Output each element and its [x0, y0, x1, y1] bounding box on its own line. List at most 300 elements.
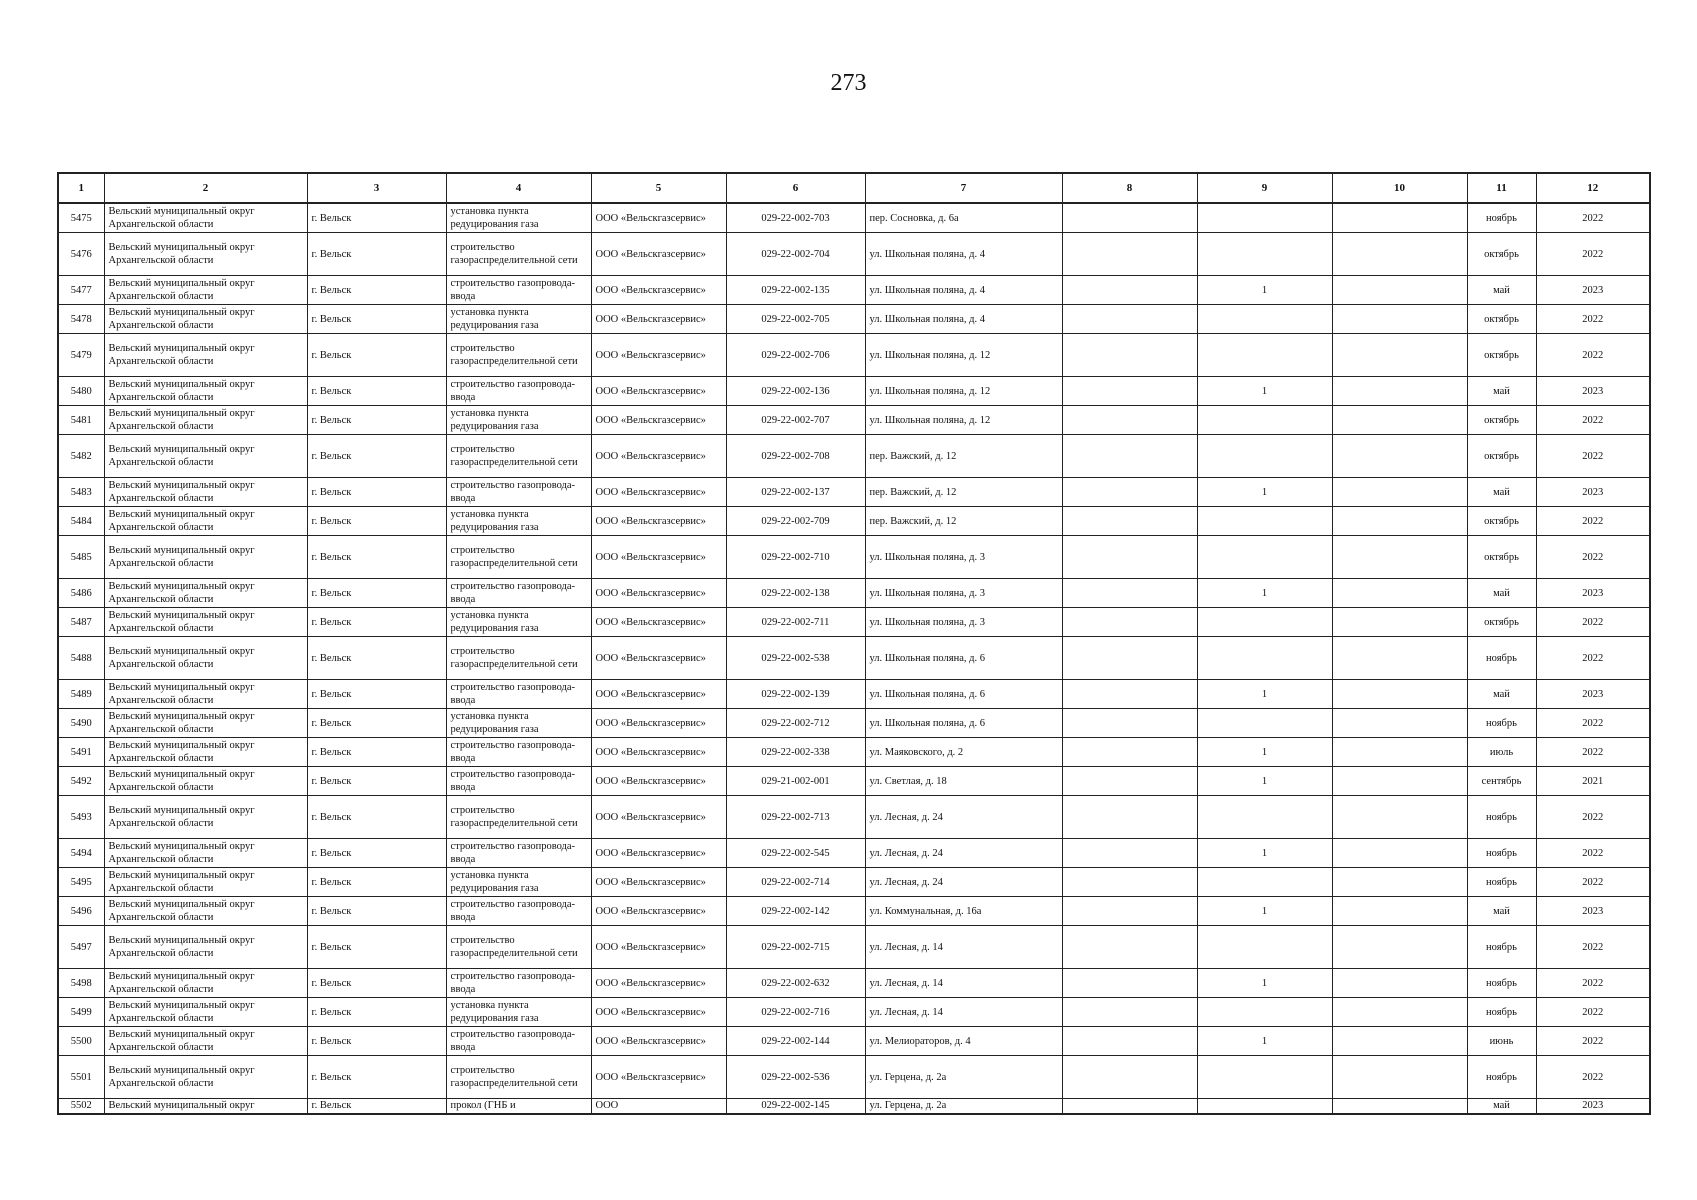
col-8-cell — [1062, 478, 1197, 507]
reg-number-cell: 029-22-002-137 — [726, 478, 865, 507]
col-9-count-cell: 1 — [1197, 738, 1332, 767]
municipality-cell: Вельский муниципальный округ Архангельской области — [104, 637, 307, 680]
row-number-cell: 5482 — [58, 435, 104, 478]
settlement-cell: г. Вельск — [307, 680, 446, 709]
table-row — [58, 579, 1650, 608]
work-type-cell: установка пункта редуцирования газа — [446, 203, 591, 233]
col-10-cell — [1332, 334, 1467, 377]
municipality-cell: Вельский муниципальный округ Архангельской области — [104, 406, 307, 435]
work-type-cell: установка пункта редуцирования газа — [446, 998, 591, 1027]
col-10-cell — [1332, 680, 1467, 709]
settlement-cell: г. Вельск — [307, 579, 446, 608]
col-8-cell — [1062, 738, 1197, 767]
address-cell: ул. Школьная поляна, д. 12 — [865, 377, 1062, 406]
month-cell: октябрь — [1467, 305, 1536, 334]
row-number-cell: 5484 — [58, 507, 104, 536]
settlement-cell: г. Вельск — [307, 709, 446, 738]
col-8-cell — [1062, 507, 1197, 536]
work-type-cell: установка пункта редуцирования газа — [446, 406, 591, 435]
col-8-cell — [1062, 406, 1197, 435]
col-8-cell — [1062, 926, 1197, 969]
row-number-cell: 5494 — [58, 839, 104, 868]
table-row — [58, 233, 1650, 276]
address-cell: ул. Лесная, д. 24 — [865, 839, 1062, 868]
col-9-count-cell — [1197, 709, 1332, 738]
year-cell: 2022 — [1536, 998, 1650, 1027]
work-type-cell: строительство газопровода-ввода — [446, 839, 591, 868]
work-type-cell: строительство газопровода-ввода — [446, 969, 591, 998]
month-cell: октябрь — [1467, 233, 1536, 276]
table-row — [58, 305, 1650, 334]
col-10-cell — [1332, 406, 1467, 435]
month-cell: сентябрь — [1467, 767, 1536, 796]
table-row — [58, 1027, 1650, 1056]
organization-cell: ООО «Вельскгазсервис» — [591, 608, 726, 637]
col-9-count-cell — [1197, 203, 1332, 233]
col-10-cell — [1332, 579, 1467, 608]
table-row — [58, 767, 1650, 796]
organization-cell: ООО «Вельскгазсервис» — [591, 536, 726, 579]
row-number-cell: 5479 — [58, 334, 104, 377]
col-8-cell — [1062, 1027, 1197, 1056]
col-8-cell — [1062, 1099, 1197, 1115]
address-cell: ул. Школьная поляна, д. 6 — [865, 709, 1062, 738]
table-row — [58, 969, 1650, 998]
col-header: 4 — [446, 173, 591, 203]
year-cell: 2022 — [1536, 536, 1650, 579]
row-number-cell: 5490 — [58, 709, 104, 738]
address-cell: ул. Школьная поляна, д. 3 — [865, 608, 1062, 637]
address-cell: ул. Герцена, д. 2а — [865, 1056, 1062, 1099]
month-cell: ноябрь — [1467, 969, 1536, 998]
register-table — [57, 172, 1651, 1115]
settlement-cell: г. Вельск — [307, 738, 446, 767]
row-number-cell: 5488 — [58, 637, 104, 680]
col-8-cell — [1062, 233, 1197, 276]
settlement-cell: г. Вельск — [307, 926, 446, 969]
col-10-cell — [1332, 478, 1467, 507]
municipality-cell: Вельский муниципальный округ Архангельской области — [104, 203, 307, 233]
row-number-cell: 5492 — [58, 767, 104, 796]
reg-number-cell: 029-22-002-135 — [726, 276, 865, 305]
col-9-count-cell — [1197, 406, 1332, 435]
address-cell: ул. Лесная, д. 24 — [865, 868, 1062, 897]
col-10-cell — [1332, 796, 1467, 839]
organization-cell: ООО «Вельскгазсервис» — [591, 767, 726, 796]
row-number-cell: 5485 — [58, 536, 104, 579]
work-type-cell: строительство газораспределительной сети — [446, 796, 591, 839]
reg-number-cell: 029-22-002-705 — [726, 305, 865, 334]
row-number-cell: 5478 — [58, 305, 104, 334]
work-type-cell: установка пункта редуцирования газа — [446, 868, 591, 897]
year-cell: 2022 — [1536, 738, 1650, 767]
reg-number-cell: 029-22-002-632 — [726, 969, 865, 998]
reg-number-cell: 029-22-002-138 — [726, 579, 865, 608]
table-row — [58, 637, 1650, 680]
col-9-count-cell — [1197, 637, 1332, 680]
address-cell: ул. Лесная, д. 14 — [865, 998, 1062, 1027]
year-cell: 2023 — [1536, 1099, 1650, 1115]
year-cell: 2023 — [1536, 478, 1650, 507]
municipality-cell: Вельский муниципальный округ Архангельской области — [104, 608, 307, 637]
col-9-count-cell: 1 — [1197, 1027, 1332, 1056]
col-10-cell — [1332, 608, 1467, 637]
col-9-count-cell: 1 — [1197, 897, 1332, 926]
table-row — [58, 435, 1650, 478]
month-cell: ноябрь — [1467, 637, 1536, 680]
organization-cell: ООО «Вельскгазсервис» — [591, 839, 726, 868]
table-row — [58, 796, 1650, 839]
organization-cell: ООО «Вельскгазсервис» — [591, 203, 726, 233]
table-row — [58, 334, 1650, 377]
work-type-cell: строительство газопровода-ввода — [446, 897, 591, 926]
municipality-cell: Вельский муниципальный округ Архангельской области — [104, 897, 307, 926]
month-cell: май — [1467, 897, 1536, 926]
col-8-cell — [1062, 998, 1197, 1027]
col-9-count-cell — [1197, 1056, 1332, 1099]
col-8-cell — [1062, 435, 1197, 478]
table-body — [58, 203, 1650, 1114]
row-number-cell: 5495 — [58, 868, 104, 897]
address-cell: ул. Школьная поляна, д. 6 — [865, 637, 1062, 680]
reg-number-cell: 029-22-002-136 — [726, 377, 865, 406]
row-number-cell: 5477 — [58, 276, 104, 305]
col-9-count-cell — [1197, 305, 1332, 334]
reg-number-cell: 029-22-002-545 — [726, 839, 865, 868]
col-9-count-cell: 1 — [1197, 276, 1332, 305]
year-cell: 2022 — [1536, 868, 1650, 897]
col-8-cell — [1062, 637, 1197, 680]
address-cell: ул. Герцена, д. 2а — [865, 1099, 1062, 1115]
col-8-cell — [1062, 839, 1197, 868]
month-cell: май — [1467, 478, 1536, 507]
reg-number-cell: 029-22-002-712 — [726, 709, 865, 738]
organization-cell: ООО «Вельскгазсервис» — [591, 868, 726, 897]
work-type-cell: строительство газораспределительной сети — [446, 334, 591, 377]
year-cell: 2022 — [1536, 796, 1650, 839]
col-header: 12 — [1536, 173, 1650, 203]
reg-number-cell: 029-22-002-538 — [726, 637, 865, 680]
col-10-cell — [1332, 435, 1467, 478]
year-cell: 2022 — [1536, 406, 1650, 435]
col-10-cell — [1332, 897, 1467, 926]
col-10-cell — [1332, 507, 1467, 536]
reg-number-cell: 029-22-002-144 — [726, 1027, 865, 1056]
reg-number-cell: 029-22-002-703 — [726, 203, 865, 233]
col-header: 6 — [726, 173, 865, 203]
organization-cell: ООО «Вельскгазсервис» — [591, 998, 726, 1027]
month-cell: октябрь — [1467, 435, 1536, 478]
work-type-cell: строительство газопровода-ввода — [446, 276, 591, 305]
address-cell: ул. Школьная поляна, д. 4 — [865, 233, 1062, 276]
address-cell: пер. Сосновка, д. 6а — [865, 203, 1062, 233]
reg-number-cell: 029-22-002-139 — [726, 680, 865, 709]
row-number-cell: 5475 — [58, 203, 104, 233]
municipality-cell: Вельский муниципальный округ Архангельской области — [104, 478, 307, 507]
month-cell: октябрь — [1467, 536, 1536, 579]
col-8-cell — [1062, 796, 1197, 839]
year-cell: 2022 — [1536, 926, 1650, 969]
col-8-cell — [1062, 709, 1197, 738]
col-9-count-cell: 1 — [1197, 579, 1332, 608]
year-cell: 2022 — [1536, 1027, 1650, 1056]
row-number-cell: 5502 — [58, 1099, 104, 1115]
col-10-cell — [1332, 709, 1467, 738]
row-number-cell: 5480 — [58, 377, 104, 406]
col-10-cell — [1332, 969, 1467, 998]
settlement-cell: г. Вельск — [307, 637, 446, 680]
col-header: 8 — [1062, 173, 1197, 203]
address-cell: пер. Важский, д. 12 — [865, 435, 1062, 478]
settlement-cell: г. Вельск — [307, 478, 446, 507]
municipality-cell: Вельский муниципальный округ Архангельской области — [104, 377, 307, 406]
month-cell: май — [1467, 579, 1536, 608]
settlement-cell: г. Вельск — [307, 406, 446, 435]
municipality-cell: Вельский муниципальный округ Архангельской области — [104, 868, 307, 897]
month-cell: май — [1467, 276, 1536, 305]
month-cell: май — [1467, 377, 1536, 406]
col-9-count-cell — [1197, 998, 1332, 1027]
reg-number-cell: 029-22-002-710 — [726, 536, 865, 579]
year-cell: 2022 — [1536, 203, 1650, 233]
row-number-cell: 5493 — [58, 796, 104, 839]
year-cell: 2022 — [1536, 969, 1650, 998]
work-type-cell: прокол (ГНБ и — [446, 1099, 591, 1115]
col-9-count-cell: 1 — [1197, 839, 1332, 868]
table-row — [58, 709, 1650, 738]
row-number-cell: 5500 — [58, 1027, 104, 1056]
col-header: 11 — [1467, 173, 1536, 203]
settlement-cell: г. Вельск — [307, 435, 446, 478]
month-cell: ноябрь — [1467, 203, 1536, 233]
municipality-cell: Вельский муниципальный округ Архангельской области — [104, 536, 307, 579]
organization-cell: ООО «Вельскгазсервис» — [591, 637, 726, 680]
year-cell: 2023 — [1536, 377, 1650, 406]
col-10-cell — [1332, 767, 1467, 796]
organization-cell: ООО «Вельскгазсервис» — [591, 435, 726, 478]
settlement-cell: г. Вельск — [307, 377, 446, 406]
reg-number-cell: 029-22-002-706 — [726, 334, 865, 377]
address-cell: ул. Лесная, д. 24 — [865, 796, 1062, 839]
col-9-count-cell — [1197, 868, 1332, 897]
address-cell: ул. Светлая, д. 18 — [865, 767, 1062, 796]
table-row — [58, 203, 1650, 233]
col-9-count-cell: 1 — [1197, 767, 1332, 796]
municipality-cell: Вельский муниципальный округ Архангельской области — [104, 435, 307, 478]
month-cell: октябрь — [1467, 334, 1536, 377]
reg-number-cell: 029-22-002-715 — [726, 926, 865, 969]
col-8-cell — [1062, 579, 1197, 608]
col-10-cell — [1332, 536, 1467, 579]
settlement-cell: г. Вельск — [307, 507, 446, 536]
municipality-cell: Вельский муниципальный округ Архангельской области — [104, 767, 307, 796]
col-10-cell — [1332, 203, 1467, 233]
col-10-cell — [1332, 868, 1467, 897]
row-number-cell: 5498 — [58, 969, 104, 998]
table-row — [58, 839, 1650, 868]
work-type-cell: строительство газораспределительной сети — [446, 637, 591, 680]
work-type-cell: строительство газопровода-ввода — [446, 1027, 591, 1056]
address-cell: ул. Школьная поляна, д. 12 — [865, 334, 1062, 377]
reg-number-cell: 029-21-002-001 — [726, 767, 865, 796]
table-row — [58, 680, 1650, 709]
year-cell: 2022 — [1536, 839, 1650, 868]
work-type-cell: строительство газораспределительной сети — [446, 435, 591, 478]
settlement-cell: г. Вельск — [307, 233, 446, 276]
address-cell: пер. Важский, д. 12 — [865, 478, 1062, 507]
address-cell: ул. Лесная, д. 14 — [865, 926, 1062, 969]
col-10-cell — [1332, 926, 1467, 969]
col-10-cell — [1332, 738, 1467, 767]
table-row — [58, 608, 1650, 637]
settlement-cell: г. Вельск — [307, 1027, 446, 1056]
row-number-cell: 5476 — [58, 233, 104, 276]
row-number-cell: 5489 — [58, 680, 104, 709]
work-type-cell: строительство газопровода-ввода — [446, 738, 591, 767]
organization-cell: ООО «Вельскгазсервис» — [591, 897, 726, 926]
col-9-count-cell — [1197, 233, 1332, 276]
year-cell: 2022 — [1536, 709, 1650, 738]
work-type-cell: установка пункта редуцирования газа — [446, 608, 591, 637]
work-type-cell: строительство газораспределительной сети — [446, 1056, 591, 1099]
table-row — [58, 897, 1650, 926]
col-header: 9 — [1197, 173, 1332, 203]
year-cell: 2023 — [1536, 276, 1650, 305]
address-cell: ул. Коммунальная, д. 16а — [865, 897, 1062, 926]
address-cell: ул. Школьная поляна, д. 4 — [865, 305, 1062, 334]
col-9-count-cell — [1197, 334, 1332, 377]
year-cell: 2022 — [1536, 305, 1650, 334]
row-number-cell: 5486 — [58, 579, 104, 608]
settlement-cell: г. Вельск — [307, 897, 446, 926]
organization-cell: ООО «Вельскгазсервис» — [591, 579, 726, 608]
year-cell: 2021 — [1536, 767, 1650, 796]
month-cell: ноябрь — [1467, 839, 1536, 868]
month-cell: ноябрь — [1467, 796, 1536, 839]
address-cell: ул. Школьная поляна, д. 4 — [865, 276, 1062, 305]
col-8-cell — [1062, 897, 1197, 926]
month-cell: май — [1467, 1099, 1536, 1115]
work-type-cell: строительство газораспределительной сети — [446, 233, 591, 276]
table-row — [58, 276, 1650, 305]
settlement-cell: г. Вельск — [307, 998, 446, 1027]
address-cell: ул. Лесная, д. 14 — [865, 969, 1062, 998]
col-header: 1 — [58, 173, 104, 203]
col-10-cell — [1332, 233, 1467, 276]
table-row — [58, 507, 1650, 536]
work-type-cell: установка пункта редуцирования газа — [446, 507, 591, 536]
settlement-cell: г. Вельск — [307, 868, 446, 897]
reg-number-cell: 029-22-002-709 — [726, 507, 865, 536]
organization-cell: ООО «Вельскгазсервис» — [591, 233, 726, 276]
settlement-cell: г. Вельск — [307, 305, 446, 334]
reg-number-cell: 029-22-002-707 — [726, 406, 865, 435]
col-8-cell — [1062, 305, 1197, 334]
municipality-cell: Вельский муниципальный округ Архангельской области — [104, 926, 307, 969]
month-cell: ноябрь — [1467, 709, 1536, 738]
settlement-cell: г. Вельск — [307, 334, 446, 377]
row-number-cell: 5497 — [58, 926, 104, 969]
col-header: 10 — [1332, 173, 1467, 203]
col-8-cell — [1062, 969, 1197, 998]
year-cell: 2023 — [1536, 579, 1650, 608]
address-cell: ул. Школьная поляна, д. 3 — [865, 579, 1062, 608]
organization-cell: ООО «Вельскгазсервис» — [591, 1027, 726, 1056]
work-type-cell: строительство газораспределительной сети — [446, 536, 591, 579]
organization-cell: ООО «Вельскгазсервис» — [591, 709, 726, 738]
organization-cell: ООО «Вельскгазсервис» — [591, 276, 726, 305]
col-header: 7 — [865, 173, 1062, 203]
settlement-cell: г. Вельск — [307, 767, 446, 796]
organization-cell: ООО «Вельскгазсервис» — [591, 377, 726, 406]
reg-number-cell: 029-22-002-716 — [726, 998, 865, 1027]
municipality-cell: Вельский муниципальный округ Архангельской области — [104, 233, 307, 276]
table-row — [58, 536, 1650, 579]
col-10-cell — [1332, 1099, 1467, 1115]
month-cell: ноябрь — [1467, 1056, 1536, 1099]
col-8-cell — [1062, 276, 1197, 305]
year-cell: 2022 — [1536, 608, 1650, 637]
col-9-count-cell — [1197, 796, 1332, 839]
col-8-cell — [1062, 767, 1197, 796]
table-row — [58, 478, 1650, 507]
organization-cell: ООО «Вельскгазсервис» — [591, 406, 726, 435]
address-cell: пер. Важский, д. 12 — [865, 507, 1062, 536]
row-number-cell: 5487 — [58, 608, 104, 637]
year-cell: 2023 — [1536, 680, 1650, 709]
col-8-cell — [1062, 868, 1197, 897]
col-10-cell — [1332, 276, 1467, 305]
settlement-cell: г. Вельск — [307, 796, 446, 839]
year-cell: 2023 — [1536, 897, 1650, 926]
row-number-cell: 5496 — [58, 897, 104, 926]
settlement-cell: г. Вельск — [307, 203, 446, 233]
organization-cell: ООО «Вельскгазсервис» — [591, 796, 726, 839]
month-cell: октябрь — [1467, 608, 1536, 637]
col-8-cell — [1062, 608, 1197, 637]
address-cell: ул. Маяковского, д. 2 — [865, 738, 1062, 767]
work-type-cell: строительство газопровода-ввода — [446, 767, 591, 796]
work-type-cell: строительство газопровода-ввода — [446, 579, 591, 608]
header-row — [58, 173, 1650, 203]
settlement-cell: г. Вельск — [307, 1099, 446, 1115]
col-10-cell — [1332, 377, 1467, 406]
settlement-cell: г. Вельск — [307, 839, 446, 868]
col-8-cell — [1062, 203, 1197, 233]
col-10-cell — [1332, 637, 1467, 680]
col-10-cell — [1332, 1056, 1467, 1099]
address-cell: ул. Школьная поляна, д. 6 — [865, 680, 1062, 709]
settlement-cell: г. Вельск — [307, 969, 446, 998]
settlement-cell: г. Вельск — [307, 608, 446, 637]
col-9-count-cell — [1197, 1099, 1332, 1115]
organization-cell: ООО «Вельскгазсервис» — [591, 334, 726, 377]
work-type-cell: установка пункта редуцирования газа — [446, 709, 591, 738]
municipality-cell: Вельский муниципальный округ Архангельской области — [104, 969, 307, 998]
municipality-cell: Вельский муниципальный округ Архангельской области — [104, 305, 307, 334]
municipality-cell: Вельский муниципальный округ Архангельской области — [104, 680, 307, 709]
col-10-cell — [1332, 1027, 1467, 1056]
table-row — [58, 738, 1650, 767]
address-cell: ул. Мелиораторов, д. 4 — [865, 1027, 1062, 1056]
year-cell: 2022 — [1536, 233, 1650, 276]
col-header: 3 — [307, 173, 446, 203]
settlement-cell: г. Вельск — [307, 276, 446, 305]
col-9-count-cell: 1 — [1197, 680, 1332, 709]
work-type-cell: установка пункта редуцирования газа — [446, 305, 591, 334]
month-cell: ноябрь — [1467, 998, 1536, 1027]
municipality-cell: Вельский муниципальный округ Архангельской области — [104, 334, 307, 377]
